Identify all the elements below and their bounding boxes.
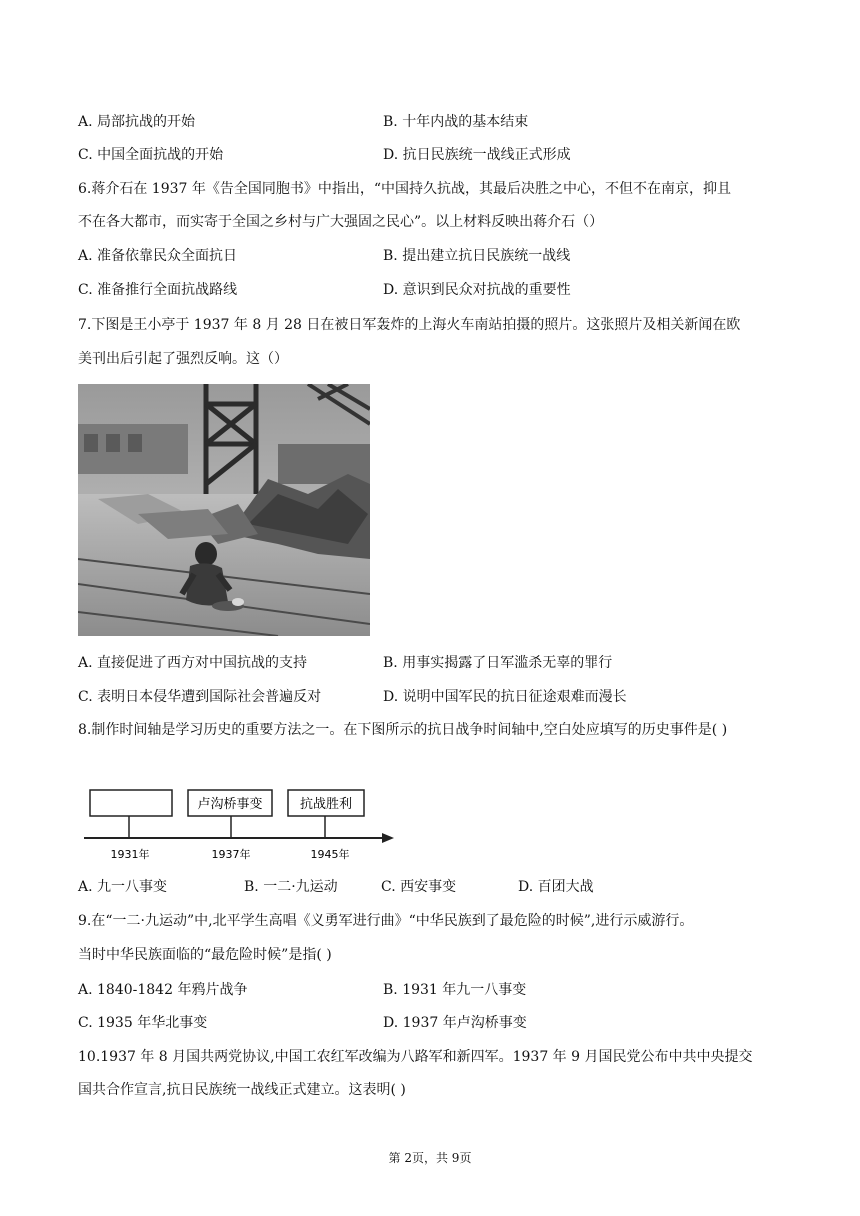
q7-option-c: C. 表明日本侵华遭到国际社会普遍反对 — [78, 689, 322, 705]
q8-stem: 8.制作时间轴是学习历史的重要方法之一。在下图所示的抗日战争时间轴中,空白处应填写的历史事件是( ) — [78, 722, 728, 738]
page-number-footer: 第 2页，共 9页 — [388, 1151, 472, 1165]
q9-option-d: D. 1937 年卢沟桥事变 — [383, 1015, 527, 1031]
q8-option-d: D. 百团大战 — [518, 879, 594, 895]
q8-option-b: B. 一二·九运动 — [244, 879, 338, 895]
q5-option-c: C. 中国全面抗战的开始 — [78, 147, 224, 163]
q6-option-d: D. 意识到民众对抗战的重要性 — [383, 282, 571, 298]
q6-stem-line-2: 不在各大都市，而实寄于全国之乡村与广大强固之民心”。以上材料反映出蒋介石（） — [78, 214, 604, 230]
timeline-diagram — [80, 786, 400, 866]
timeline-arrow-icon — [382, 833, 394, 843]
q5-option-a: A. 局部抗战的开始 — [78, 114, 196, 130]
q9-stem-line-2: 当时中华民族面临的“最危险时候”是指( ) — [78, 947, 332, 963]
timeline-year-1: 1931年 — [110, 848, 150, 861]
q7-option-d: D. 说明中国军民的抗日征途艰难而漫长 — [383, 689, 627, 705]
q7-option-a: A. 直接促进了西方对中国抗战的支持 — [78, 655, 308, 671]
bombed-station-photo — [78, 384, 370, 636]
q9-option-a: A. 1840-1842 年鸦片战争 — [78, 982, 248, 998]
q9-option-b: B. 1931 年九一八事变 — [383, 982, 527, 998]
q6-option-a: A. 准备依靠民众全面抗日 — [78, 248, 238, 264]
timeline-year-3: 1945年 — [310, 848, 350, 861]
q7-stem-line-1: 7.下图是王小亭于 1937 年 8 月 28 日在被日军轰炸的上海火车南站拍摄的照片。这张照片及相关新闻在欧 — [78, 317, 741, 333]
timeline-box-label-3: 抗战胜利 — [299, 797, 353, 812]
timeline-year-2: 1937年 — [211, 848, 251, 861]
q8-option-c: C. 西安事变 — [381, 879, 457, 895]
q10-stem-line-2: 国共合作宣言,抗日民族统一战线正式建立。这表明( ) — [78, 1082, 406, 1098]
q5-option-d: D. 抗日民族统一战线正式形成 — [383, 147, 571, 163]
q6-option-b: B. 提出建立抗日民族统一战线 — [383, 248, 571, 264]
q8-option-a: A. 九一八事变 — [78, 879, 168, 895]
timeline-box-blank — [90, 790, 172, 816]
q5-option-b: B. 十年内战的基本结束 — [383, 114, 529, 130]
q6-stem-line-1: 6.蒋介石在 1937 年《告全国同胞书》中指出，“中国持久抗战，其最后决胜之中心，不但不在南京，抑且 — [78, 181, 732, 197]
q6-option-c: C. 准备推行全面抗战路线 — [78, 282, 238, 298]
q10-stem-line-1: 10.1937 年 8 月国共两党协议,中国工农红军改编为八路军和新四军。1937 年 9 月国民党公布中共中央提交 — [78, 1049, 753, 1065]
q7-stem-line-2: 美刊出后引起了强烈反响。这（） — [78, 351, 288, 367]
q7-option-b: B. 用事实揭露了日军滥杀无辜的罪行 — [383, 655, 613, 671]
q9-stem-line-1: 9.在“一二·九运动”中,北平学生高唱《义勇军进行曲》“中华民族到了最危险的时候”,进行示威游行。 — [78, 913, 694, 929]
q9-option-c: C. 1935 年华北事变 — [78, 1015, 208, 1031]
timeline-box-label-2: 卢沟桥事变 — [197, 797, 263, 812]
